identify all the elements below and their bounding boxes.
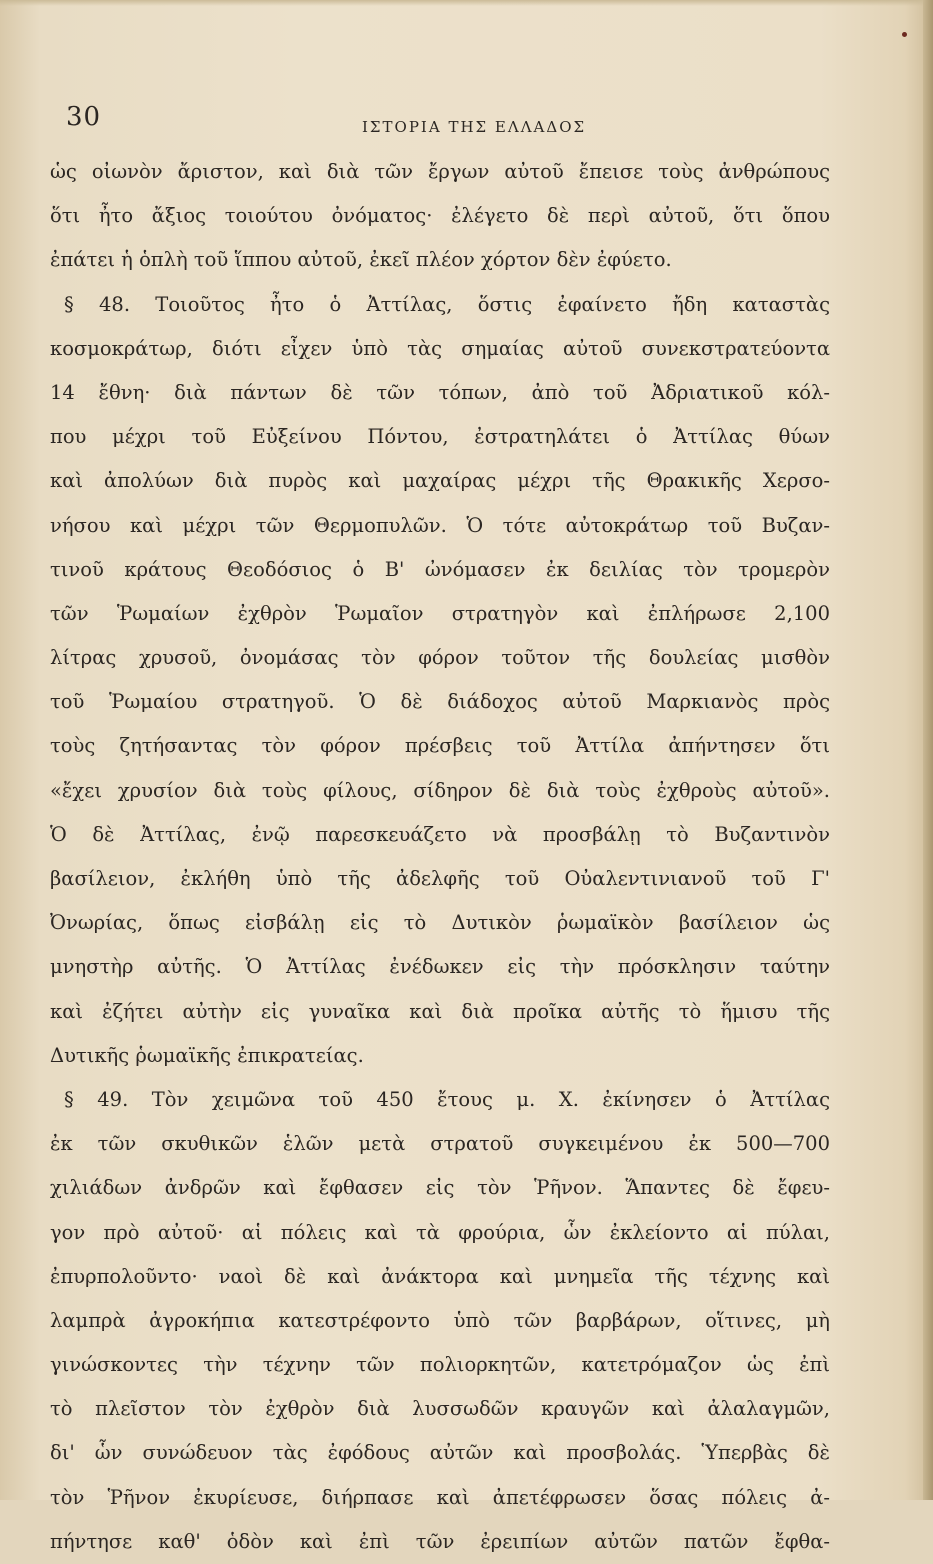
text-line: κοσμοκράτωρ, διότι εἶχεν ὑπὸ τὰς σημαίας αὐτοῦ συνεκστρατεύοντα [50, 336, 830, 360]
page-edge-shadow [923, 0, 933, 1500]
text-line: Ὀνωρίας, ὅπως εἰσβάλῃ εἰς τὸ Δυτικὸν ῥωμαϊκὸν βασίλειον ὡς [50, 911, 830, 935]
text-line: τὸν Ῥῆνον ἐκυρίευσε, διήρπασε καὶ ἀπετέφρωσεν ὅσας πόλεις ἀ- [50, 1485, 830, 1509]
text-line: λαμπρὰ ἀγροκήπια κατεστρέφοντο ὑπὸ τῶν βαρβάρων, οἵτινες, μὴ [50, 1308, 830, 1332]
text-line: γινώσκοντες τὴν τέχνην τῶν πολιορκητῶν, κατετρόμαζον ὡς ἐπὶ [50, 1353, 830, 1377]
text-line: Δυτικῆς ῥωμαϊκῆς ἐπικρατείας. [50, 1043, 364, 1067]
text-line: πήντησε καθ' ὁδὸν καὶ ἐπὶ τῶν ἐρειπίων αὐτῶν πατῶν ἔφθα- [50, 1529, 830, 1553]
text-line: τὸ πλεῖστον τὸν ἐχθρὸν διὰ λυσσωδῶν κραυγῶν καὶ ἀλαλαγμῶν, [50, 1397, 830, 1421]
text-line: νήσου καὶ μέχρι τῶν Θερμοπυλῶν. Ὁ τότε αὐτοκράτωρ τοῦ Βυζαν- [50, 513, 830, 537]
text-line: τοὺς ζητήσαντας τὸν φόρον πρέσβεις τοῦ Ἀττίλα ἀπήντησεν ὅτι [50, 734, 830, 758]
text-line: ὅτι ἦτο ἄξιος τοιούτου ὀνόματος· ἐλέγετο δὲ περὶ αὐτοῦ, ὅτι ὅπου [50, 204, 830, 228]
text-line: Ὁ δὲ Ἀττίλας, ἐνῷ παρεσκευάζετο νὰ προσβάλῃ τὸ Βυζαντινὸν [50, 822, 830, 846]
text-line: «ἔχει χρυσίον διὰ τοὺς φίλους, σίδηρον δὲ διὰ τοὺς ἐχθροὺς αὐτοῦ». [50, 778, 830, 802]
text-line: δι' ὧν συνώδευον τὰς ἐφόδους αὐτῶν καὶ προσβολάς. Ὑπερβὰς δὲ [50, 1441, 830, 1465]
text-line: ἐπάτει ἡ ὁπλὴ τοῦ ἵππου αὐτοῦ, ἐκεῖ πλέον χόρτον δὲν ἐφύετο. [50, 248, 672, 272]
ink-spot [902, 32, 907, 37]
text-line: καὶ ἀπολύων διὰ πυρὸς καὶ μαχαίρας μέχρι τῆς Θρακικῆς Χερσο- [50, 469, 830, 493]
body-text [50, 150, 830, 1564]
text-line: τοῦ Ῥωμαίου στρατηγοῦ. Ὁ δὲ διάδοχος αὐτοῦ Μαρκιανὸς πρὸς [50, 690, 830, 714]
text-line: λίτρας χρυσοῦ, ὀνομάσας τὸν φόρον τοῦτον τῆς δουλείας μισθὸν [50, 646, 830, 670]
text-line: χιλιάδων ἀνδρῶν καὶ ἔφθασεν εἰς τὸν Ῥῆνον. Ἅπαντες δὲ ἔφευ- [50, 1176, 830, 1200]
page-number: 30 [66, 102, 102, 132]
text-line: τινοῦ κράτους Θεοδόσιος ὁ Β' ὠνόμασεν ἐκ δειλίας τὸν τρομερὸν [50, 557, 830, 581]
running-head: ΙΣΤΟΡΙΑ ΤΗΣ ΕΛΛΑΔΟΣ [362, 118, 587, 136]
text-line: που μέχρι τοῦ Εὐξείνου Πόντου, ἐστρατηλάτει ὁ Ἀττίλας θύων [50, 425, 830, 449]
text-line: καὶ ἐζήτει αὐτὴν εἰς γυναῖκα καὶ διὰ προῖκα αὐτῆς τὸ ἥμισυ τῆς [50, 999, 830, 1023]
page-header [62, 100, 822, 140]
text-line: ἐπυρπολοῦντο· ναοὶ δὲ καὶ ἀνάκτορα καὶ μνημεῖα τῆς τέχνης καὶ [50, 1264, 830, 1288]
text-line: 14 ἔθνη· διὰ πάντων δὲ τῶν τόπων, ἀπὸ τοῦ Ἀδριατικοῦ κόλ- [50, 380, 830, 404]
text-line: τῶν Ῥωμαίων ἐχθρὸν Ῥωμαῖον στρατηγὸν καὶ ἐπλήρωσε 2,100 [50, 601, 830, 625]
page-top-shadow [0, 0, 933, 6]
text-line: § 48. Τοιοῦτος ἦτο ὁ Ἀττίλας, ὅστις ἐφαίνετο ἤδη καταστὰς [64, 292, 830, 316]
text-line: βασίλειον, ἐκλήθη ὑπὸ τῆς ἀδελφῆς τοῦ Οὐαλεντινιανοῦ τοῦ Γ' [50, 867, 830, 890]
text-line: ὡς οἰωνὸν ἄριστον, καὶ διὰ τῶν ἔργων αὐτοῦ ἔπεισε τοὺς ἀνθρώπους [50, 160, 830, 183]
text-line: ἐκ τῶν σκυθικῶν ἑλῶν μετὰ στρατοῦ συγκειμένου ἐκ 500—700 [50, 1132, 830, 1156]
text-line: § 49. Τὸν χειμῶνα τοῦ 450 ἔτους μ. Χ. ἐκίνησεν ὁ Ἀττίλας [64, 1087, 830, 1111]
text-line: μνηστὴρ αὐτῆς. Ὁ Ἀττίλας ἐνέδωκεν εἰς τὴν πρόσκλησιν ταύτην [50, 955, 830, 979]
text-line: γον πρὸ αὐτοῦ· αἱ πόλεις καὶ τὰ φρούρια, ὧν ἐκλείοντο αἱ πύλαι, [50, 1220, 830, 1244]
